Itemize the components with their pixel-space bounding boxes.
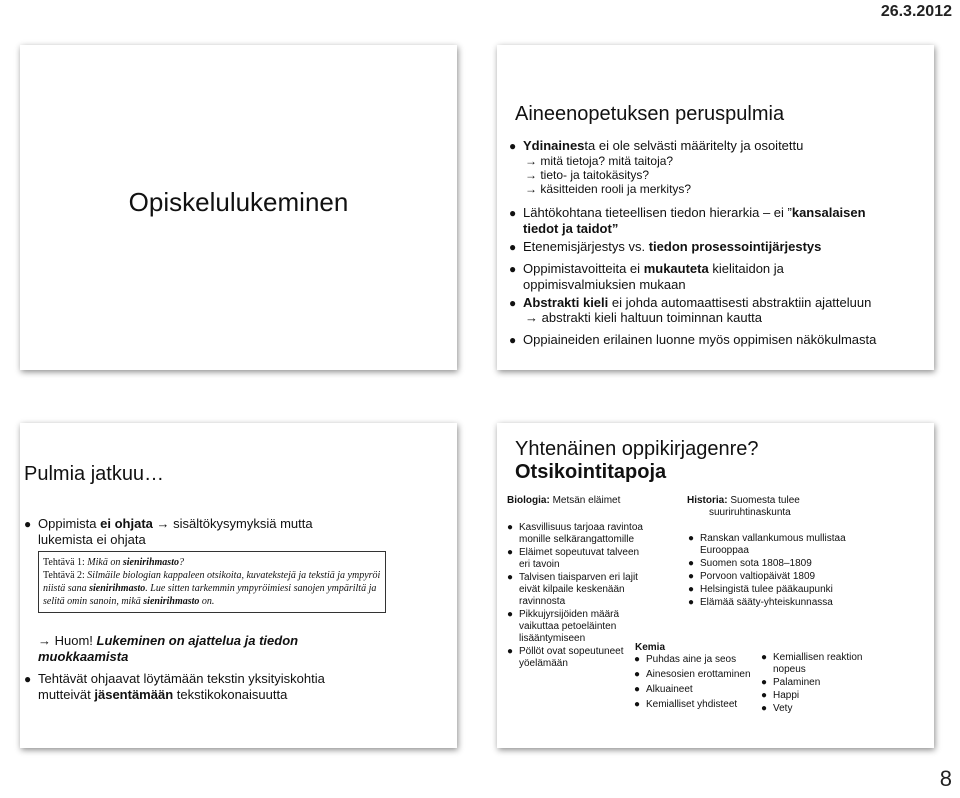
note-huom-text: Lukeminen on ajattelua ja tiedon [96,633,299,648]
history-item [688,571,816,583]
history-label: Historia: [687,495,728,506]
bullet-5-text-a: Abstrakti kieli [523,295,609,310]
chemistry-item [761,677,821,689]
arrow-right-icon: → [525,154,537,168]
bullet-4-text-b: mukauteta [643,261,709,276]
biology-label: Biologia: [507,495,550,506]
bullet-dot-icon: ● [688,584,695,595]
task-1-label: Tehtävä 1: [43,557,85,568]
task-1-keyword: sienirihmasto [122,557,179,568]
arrow-item-4-text: abstrakti kieli haltuun toiminnan kautta [541,310,763,325]
bullet-dot-icon: ● [509,240,517,254]
biology-item-text: yöelämään [519,658,568,669]
biology-item [507,646,624,670]
biology-heading [507,495,620,507]
task-box [38,551,386,613]
bullet-2-text-b: mutteivät [38,687,91,702]
bullet-dot-icon: ● [509,296,517,310]
chemistry-item-text: Kemiallisen reaktion [773,652,863,663]
bullet-3 [509,239,822,255]
history-title-1: Suomesta tulee [730,495,800,506]
bullet-dot-icon: ● [688,597,695,608]
bullet-dot-icon: ● [24,517,32,531]
task-2-text-b: Silmäile biologian kappaleen otsikoita, kuvatekstejä ja tekstiä ja [87,570,346,581]
chemistry-item [634,654,737,666]
task-2-text-c: ympyröi niistä sana [43,570,381,594]
slide-1 [20,45,457,370]
history-item [688,584,833,596]
chemistry-item [634,669,751,681]
history-item-text: Ranskan vallankumous mullistaa [700,533,846,544]
biology-item-text: ravinnosta [519,596,566,607]
history-item [688,558,812,570]
arrow-right-icon: → [525,182,537,196]
bullet-dot-icon: ● [507,572,514,583]
bullet-dot-icon: ● [24,672,32,686]
chemistry-label: Kemia [635,642,666,653]
arrow-item-2 [525,168,649,182]
task-1-end: ? [178,557,184,568]
task-2-label: Tehtävä 2: [43,570,85,581]
arrow-item-1 [525,154,673,168]
bullet-2-text-c: jäsentämään [94,687,174,702]
task-2 [43,569,381,608]
task-2-text-e: . Lue sitten tarkemmin ympyröimiesi [145,583,292,594]
bullet-dot-icon: ● [761,652,768,663]
bullet-4 [509,261,784,293]
slide-4-title-1-text: Yhtenäinen oppikirjagenre? [515,438,759,460]
history-item-text: Helsingistä tulee pääkaupunki [700,584,833,595]
bullet-2 [509,205,866,237]
chemistry-item-text: Palaminen [773,677,821,688]
task-2-text-f: sanojen ympäriltä ja selitä omin sanoin, mikä [43,583,377,607]
bullet-3-text-b: tiedon prosessointijärjestys [648,239,822,254]
history-item [688,533,846,557]
bullet-dot-icon: ● [634,654,641,665]
biology-item-text: Pöllöt ovat sopeutuneet [519,646,624,657]
biology-item [507,609,620,645]
biology-item-text: eri tavoin [519,559,560,570]
history-item-text: Suomen sota 1808–1809 [700,558,812,569]
chemistry-item-text: Vety [773,703,793,714]
bullet-1 [24,516,313,548]
history-item-text: Elämää sääty-yhteiskunnassa [700,597,833,608]
biology-item [507,547,640,571]
bullet-3-text-a: Etenemisjärjestys vs. [523,239,646,254]
note-huom [38,633,298,665]
arrow-item-4 [525,311,762,325]
slide-2-title: Aineenopetuksen peruspulmia [515,103,785,125]
chemistry-item-text: nopeus [773,664,806,675]
bullet-dot-icon: ● [507,547,514,558]
biology-item-text: monille selkärangattomille [519,534,635,545]
chemistry-item-text: Alkuaineet [646,684,693,695]
history-item-text: Porvoon valtiopäivät 1809 [700,571,816,582]
chemistry-item [761,690,800,702]
arrow-item-3 [525,182,691,196]
note-huom-label: Huom! [54,633,93,648]
chemistry-item-text: Kemialliset yhdisteet [646,699,738,710]
note-huom-text-2: muokkaamista [38,649,129,664]
bullet-dot-icon: ● [634,699,641,710]
slide-1-title: Opiskelulukeminen [128,187,349,217]
bullet-dot-icon: ● [634,669,641,680]
slide-3 [20,423,457,748]
task-2-keyword-2: sienirihmasto [143,596,200,607]
page-number: 8 [939,766,952,791]
chemistry-item-text: Happi [773,690,800,701]
chemistry-item-text: Puhdas aine ja seos [646,654,737,665]
task-2-keyword-1: sienirihmasto [89,583,146,594]
bullet-dot-icon: ● [509,139,517,153]
slide-4 [497,423,934,748]
bullet-2-text-a: Lähtökohtana tieteellisen tiedon hierarkia – ei ” [523,205,792,220]
header-date: 26.3.2012 [880,3,952,20]
chemistry-item-text: Ainesosien erottaminen [646,669,751,680]
slide-4-title-1 [515,438,759,461]
bullet-dot-icon: ● [507,646,514,657]
bullet-dot-icon: ● [688,533,695,544]
biology-item-text: lisääntymiseen [519,633,586,644]
biology-item [507,522,643,546]
bullet-dot-icon: ● [688,571,695,582]
bullet-dot-icon: ● [509,206,517,220]
bullet-1-text-a: Oppimista [38,516,97,531]
arrow-right-icon: → [38,633,51,648]
slide-3-title: Pulmia jatkuu… [24,463,165,485]
history-heading [687,495,800,519]
bullet-dot-icon: ● [761,703,768,714]
bullet-dot-icon: ● [688,558,695,569]
bullet-dot-icon: ● [634,684,641,695]
task-2-text-h: on. [201,596,215,607]
biology-item-text: vaikuttaa petoeläinten [519,621,617,632]
bullet-2-text-c: tiedot ja taidot” [523,221,619,236]
bullet-dot-icon: ● [761,677,768,688]
bullet-1 [509,138,804,154]
arrow-right-icon: → [525,310,538,325]
history-item [688,597,833,609]
chemistry-item [761,703,793,715]
biology-item [507,572,638,608]
biology-item-text: Pikkujyrsijöiden määrä [519,609,620,620]
history-title-2: suuriruhtinaskunta [709,507,791,518]
bullet-dot-icon: ● [509,333,517,347]
bullet-6-text: Oppiaineiden erilainen luonne myös oppimisen näkökulmasta [523,332,877,347]
bullet-1-text: ta ei ole selvästi määritelty ja osoitettu [584,138,804,153]
arrow-right-icon: → [156,516,170,531]
chemistry-item [634,684,693,696]
bullet-2 [24,671,325,703]
arrow-item-1-text: mitä tietoja? mitä taitoja? [540,154,674,168]
history-item-text: Eurooppaa [700,545,749,556]
bullet-2-text-a: Tehtävät ohjaavat löytämään tekstin yksityiskohtia [38,671,325,686]
slide-4-title-2: Otsikointitapoja [515,461,667,483]
bullet-6 [509,332,877,348]
biology-item-text: Talvisen tiaisparven eri lajit [519,572,638,583]
bullet-dot-icon: ● [509,262,517,276]
bullet-4-text-a: Oppimistavoitteita ei [523,261,641,276]
chemistry-item [634,699,738,711]
biology-item-text: Eläimet sopeutuvat talveen [519,547,640,558]
bullet-5-text-b: ei johda automaattisesti abstraktiin ajatteluun [611,295,872,310]
bullet-4-text-d: oppimisvalmiuksien mukaan [523,277,686,292]
biology-item-text: eivät kilpaile keskenään [519,584,625,595]
bullet-dot-icon: ● [761,690,768,701]
bullet-2-text-b: kansalaisen [791,205,866,220]
bullet-5 [509,295,872,311]
bullet-1-text-d: lukemista ei ohjata [38,532,146,547]
arrow-item-3-text: käsitteiden rooli ja merkitys? [540,182,692,196]
arrow-right-icon: → [525,168,537,182]
bullet-1-text-c: sisältökysymyksiä mutta [173,516,313,531]
slide-2 [497,45,934,370]
task-1 [43,556,381,569]
bullet-1-bold: Ydinaines [523,138,585,153]
chemistry-item [761,652,863,676]
bullet-1-text-b: ei ohjata [100,516,153,531]
biology-item-text: Kasvillisuus tarjoaa ravintoa [519,522,643,533]
bullet-2-text-d: tekstikokonaisuutta [176,687,288,702]
biology-title: Metsän eläimet [552,495,621,506]
bullet-dot-icon: ● [507,522,514,533]
task-1-text: Mikä on [87,557,121,568]
bullet-dot-icon: ● [507,609,514,620]
arrow-item-2-text: tieto- ja taitokäsitys? [540,168,650,182]
bullet-4-text-c: kielitaidon ja [712,261,784,276]
